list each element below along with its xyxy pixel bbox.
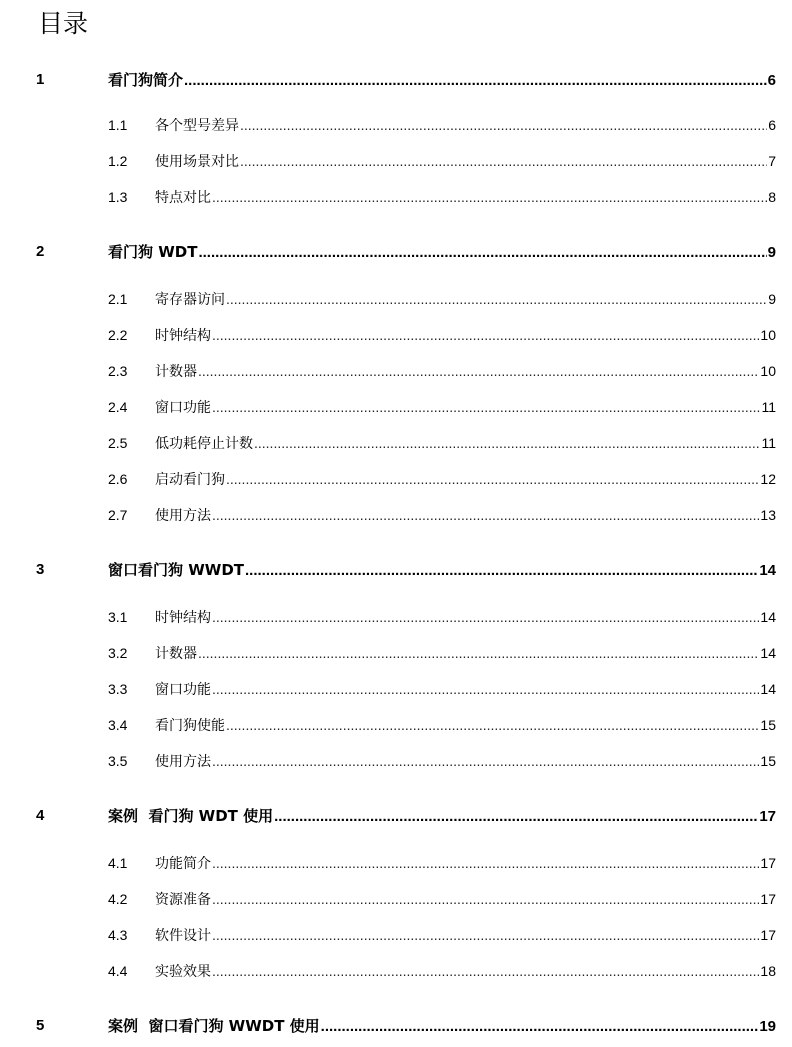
- toc-entry-line[interactable]: [155, 887, 776, 912]
- toc-entry-number: 1.3: [108, 189, 128, 205]
- toc-entry-line[interactable]: [155, 323, 776, 348]
- toc-dot-leader: [212, 887, 759, 911]
- toc-entry-number: 3.5: [108, 753, 128, 769]
- toc-entry-label[interactable]: 使用场景对比: [155, 154, 239, 170]
- toc-entry-label[interactable]: 时钟结构: [155, 328, 211, 344]
- toc-entry-number: 2.1: [108, 291, 128, 307]
- toc-chapter-row[interactable]: [0, 804, 792, 828]
- toc-entry-number: 2: [36, 243, 45, 260]
- toc-entry-line[interactable]: [155, 851, 776, 876]
- toc-entry-line[interactable]: [155, 467, 776, 492]
- toc-entry-line[interactable]: [155, 113, 776, 138]
- toc-page-number: 14: [759, 562, 776, 579]
- toc-entry-line[interactable]: [155, 185, 776, 210]
- toc-entry-label[interactable]: 软件设计: [155, 928, 211, 944]
- toc-entry-label[interactable]: 时钟结构: [155, 610, 211, 626]
- toc-entry-number: 3.1: [108, 609, 128, 625]
- toc-entry-number: 3.2: [108, 645, 128, 661]
- toc-page-number: 17: [760, 855, 776, 871]
- toc-section-row[interactable]: [0, 887, 792, 911]
- toc-section-row[interactable]: [0, 359, 792, 383]
- toc-entry-label[interactable]: 看门狗简介: [108, 71, 184, 89]
- toc-section-row[interactable]: [0, 749, 792, 773]
- toc-chapter-row[interactable]: [0, 558, 792, 582]
- toc-entry-number: 3: [36, 561, 45, 578]
- toc-entry-line[interactable]: [108, 240, 776, 265]
- toc-entry-line[interactable]: [155, 959, 776, 984]
- toc-entry-label[interactable]: 案例 窗口看门狗 WWDT 使用: [108, 1017, 320, 1035]
- toc-page-number: 10: [760, 327, 776, 343]
- toc-entry-line[interactable]: [108, 1014, 776, 1039]
- toc-dot-leader: [212, 851, 759, 875]
- toc-dot-leader: [321, 1015, 759, 1039]
- toc-dot-leader: [240, 149, 767, 173]
- toc-entry-label[interactable]: 计数器: [155, 646, 197, 662]
- toc-entry-label[interactable]: 使用方法: [155, 754, 211, 770]
- toc-title: 目录: [38, 9, 89, 38]
- toc-section-row[interactable]: [0, 959, 792, 983]
- toc-entry-line[interactable]: [155, 923, 776, 948]
- toc-entry-number: 2.6: [108, 471, 128, 487]
- toc-page-number: 6: [768, 117, 776, 133]
- toc-entry-label[interactable]: 计数器: [155, 364, 197, 380]
- toc-section-row[interactable]: [0, 431, 792, 455]
- toc-section-row[interactable]: [0, 185, 792, 209]
- toc-entry-line[interactable]: [155, 677, 776, 702]
- toc-entry-line[interactable]: [155, 395, 776, 420]
- toc-entry-line[interactable]: [108, 804, 776, 829]
- toc-page-number: 11: [761, 399, 776, 415]
- toc-entry-label[interactable]: 案例 看门狗 WDT 使用: [108, 807, 274, 825]
- toc-entry-label[interactable]: 看门狗 WDT: [108, 243, 198, 261]
- toc-page-number: 17: [760, 891, 776, 907]
- toc-entry-number: 5: [36, 1017, 45, 1034]
- toc-dot-leader: [226, 287, 767, 311]
- toc-dot-leader: [198, 241, 766, 265]
- toc-dot-leader: [212, 395, 760, 419]
- toc-dot-leader: [245, 559, 758, 583]
- toc-dot-leader: [240, 113, 767, 137]
- toc-entry-number: 2.2: [108, 327, 128, 343]
- toc-dot-leader: [212, 923, 759, 947]
- toc-section-row[interactable]: [0, 641, 792, 665]
- toc-page-number: 8: [768, 189, 776, 205]
- toc-dot-leader: [254, 431, 760, 455]
- toc-page-number: 15: [760, 717, 776, 733]
- toc-entry-line[interactable]: [155, 605, 776, 630]
- toc-entry-label[interactable]: 使用方法: [155, 508, 211, 524]
- toc-entry-label[interactable]: 资源准备: [155, 892, 211, 908]
- toc-dot-leader: [212, 749, 759, 773]
- toc-page-number: 12: [760, 471, 776, 487]
- toc-dot-leader: [274, 805, 758, 829]
- toc-section-row[interactable]: [0, 923, 792, 947]
- toc-section-row[interactable]: [0, 851, 792, 875]
- toc-entry-number: 1.1: [108, 117, 128, 133]
- toc-page-number: 19: [759, 1018, 776, 1035]
- toc-page-number: 13: [760, 507, 776, 523]
- toc-dot-leader: [198, 359, 759, 383]
- toc-section-row[interactable]: [0, 677, 792, 701]
- toc-dot-leader: [226, 467, 759, 491]
- toc-entry-line[interactable]: [108, 558, 776, 583]
- toc-entry-number: 4: [36, 807, 45, 824]
- toc-entry-line[interactable]: [155, 641, 776, 666]
- toc-entry-number: 2.7: [108, 507, 128, 523]
- toc-entry-line[interactable]: [155, 431, 776, 456]
- toc-page-number: 6: [767, 72, 776, 89]
- toc-page-number: 9: [767, 244, 776, 261]
- toc-entry-number: 2.3: [108, 363, 128, 379]
- toc-page-number: 18: [760, 963, 776, 979]
- toc-page-number: 17: [759, 808, 776, 825]
- toc-chapter-row[interactable]: [0, 68, 792, 92]
- toc-section-row[interactable]: [0, 149, 792, 173]
- toc-dot-leader: [212, 677, 759, 701]
- toc-entry-number: 3.3: [108, 681, 128, 697]
- toc-entry-label[interactable]: 窗口功能: [155, 682, 211, 698]
- toc-entry-number: 4.2: [108, 891, 128, 907]
- toc-page-number: 14: [760, 609, 776, 625]
- toc-chapter-row[interactable]: [0, 240, 792, 264]
- toc-entry-label[interactable]: 特点对比: [155, 190, 211, 206]
- toc-dot-leader: [212, 959, 759, 983]
- toc-page-number: 14: [760, 645, 776, 661]
- toc-entry-number: 4.3: [108, 927, 128, 943]
- toc-entry-line[interactable]: [155, 149, 776, 174]
- toc-entry-number: 2.4: [108, 399, 128, 415]
- toc-page-number: 9: [768, 291, 776, 307]
- toc-page-number: 7: [768, 153, 776, 169]
- toc-entry-label[interactable]: 窗口功能: [155, 400, 211, 416]
- toc-entry-label[interactable]: 实验效果: [155, 964, 211, 980]
- toc-entry-line[interactable]: [155, 503, 776, 528]
- toc-dot-leader: [212, 323, 759, 347]
- toc-entry-line[interactable]: [155, 287, 776, 312]
- toc-section-row[interactable]: [0, 605, 792, 629]
- toc-section-row[interactable]: [0, 395, 792, 419]
- toc-entry-line[interactable]: [108, 68, 776, 93]
- toc-page-number: 15: [760, 753, 776, 769]
- toc-entry-label[interactable]: 功能简介: [155, 856, 211, 872]
- toc-dot-leader: [184, 69, 767, 93]
- toc-entry-number: 2.5: [108, 435, 128, 451]
- toc-entry-label[interactable]: 低功耗停止计数: [155, 436, 253, 452]
- toc-section-row[interactable]: [0, 467, 792, 491]
- toc-page-number: 10: [760, 363, 776, 379]
- toc-page-number: 14: [760, 681, 776, 697]
- toc-section-row[interactable]: [0, 287, 792, 311]
- toc-chapter-row[interactable]: [0, 1014, 792, 1038]
- toc-entry-line[interactable]: [155, 359, 776, 384]
- toc-section-row[interactable]: [0, 713, 792, 737]
- toc-entry-number: 4.1: [108, 855, 128, 871]
- toc-page-number: 17: [760, 927, 776, 943]
- toc-section-row[interactable]: [0, 323, 792, 347]
- toc-entry-number: 1.2: [108, 153, 128, 169]
- toc-dot-leader: [226, 713, 759, 737]
- toc-entry-label[interactable]: 看门狗使能: [155, 718, 225, 734]
- toc-entry-label[interactable]: 各个型号差异: [155, 118, 239, 134]
- toc-entry-label[interactable]: 启动看门狗: [155, 472, 225, 488]
- toc-entry-line[interactable]: [155, 713, 776, 738]
- toc-entry-number: 3.4: [108, 717, 128, 733]
- toc-dot-leader: [212, 605, 759, 629]
- toc-section-row[interactable]: [0, 113, 792, 137]
- toc-page-number: 11: [761, 435, 776, 451]
- toc-section-row[interactable]: [0, 503, 792, 527]
- toc-dot-leader: [198, 641, 759, 665]
- toc-entry-line[interactable]: [155, 749, 776, 774]
- toc-dot-leader: [212, 503, 759, 527]
- toc-entry-label[interactable]: 寄存器访问: [155, 292, 225, 308]
- toc-dot-leader: [212, 185, 767, 209]
- toc-entry-number: 1: [36, 71, 45, 88]
- toc-entry-label[interactable]: 窗口看门狗 WWDT: [108, 561, 244, 579]
- toc-entry-number: 4.4: [108, 963, 128, 979]
